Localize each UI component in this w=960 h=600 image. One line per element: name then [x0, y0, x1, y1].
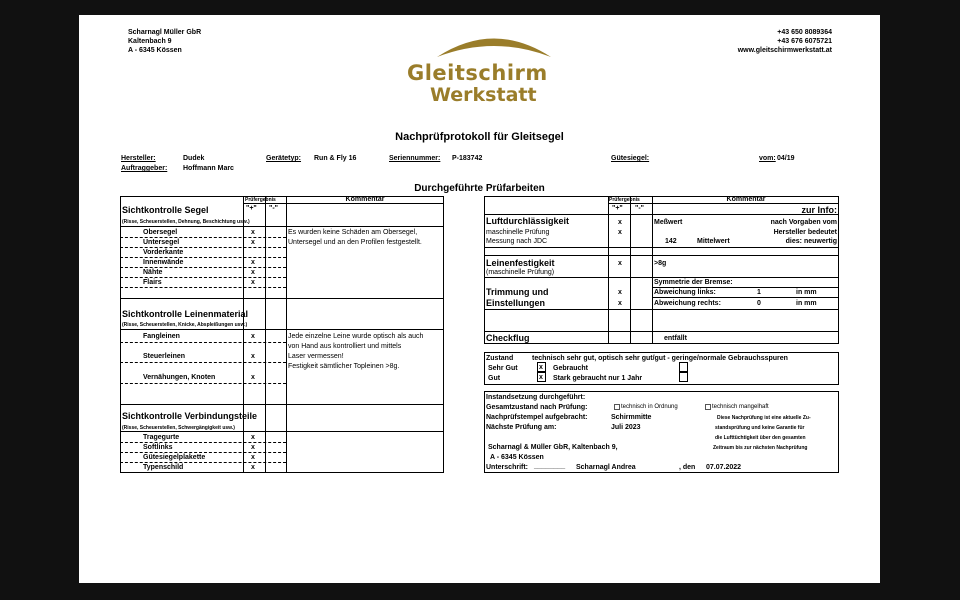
luft-title: Luftdurchlässigkeit: [486, 216, 570, 226]
section-title: Durchgeführte Prüfarbeiten: [414, 183, 545, 194]
symmetrie-label: Symmetrie der Bremse:: [654, 279, 733, 286]
trimm-title-1: Trimmung und: [486, 287, 549, 297]
left-pruefergebnis-label: Prüfergebnis: [245, 197, 276, 203]
mark-softlinks: x: [251, 444, 255, 451]
city-line: A - 6345 Kössen: [490, 454, 544, 461]
checkflug-value: entfällt: [664, 335, 687, 342]
row-naehte: Nähte: [143, 269, 163, 276]
geraetetyp-value: Run & Fly 16: [314, 155, 357, 162]
row-vernaehungen: Vernähungen, Knoten: [143, 374, 216, 381]
info-line-3: dies: neuwertig: [785, 238, 837, 245]
gut-label: Gut: [488, 375, 501, 382]
gesamtzustand-label: Gesamtzustand nach Prüfung:: [486, 404, 588, 411]
document-title: Nachprüfprotokoll für Gleitsegel: [395, 131, 564, 143]
note-line-4: Zeitraum bis zur nächsten Nachprüfung: [713, 445, 808, 451]
left-minus-header: "-": [269, 205, 278, 212]
mark-untersegel: x: [251, 239, 255, 246]
row-obersegel: Obersegel: [143, 229, 178, 236]
hersteller-value: Dudek: [183, 155, 205, 162]
stark-gebraucht-label: Stark gebraucht nur 1 Jahr: [553, 375, 643, 382]
company-city: A - 6345 Kössen: [128, 47, 182, 54]
abw-rechts-value: 0: [757, 300, 761, 307]
trimm-mark-2: x: [618, 300, 622, 307]
company-street: Kaltenbach 9: [128, 38, 172, 45]
luft-mark-2: x: [618, 229, 622, 236]
messwert-value: 142: [665, 238, 677, 245]
note-line-3: die Lufttüchtigkeit über den gesamten: [715, 435, 806, 441]
stark-gebraucht-checkbox[interactable]: [679, 372, 688, 382]
zur-info-label: zur Info:: [801, 205, 837, 215]
logo-line-2: Werkstatt: [430, 84, 537, 106]
row-guetesiegelplakette: Gütesiegelplakette: [143, 454, 206, 461]
abw-rechts-label: Abweichung rechts:: [654, 300, 721, 307]
festigkeit-value: >8g: [654, 260, 667, 267]
company-line: Scharnagl & Müller GbR, Kaltenbach 9,: [488, 444, 618, 451]
sehr-gut-label: Sehr Gut: [488, 365, 518, 372]
mangelhaft-checkbox[interactable]: [705, 404, 711, 410]
leinen-comment-3: Laser vermessen!: [288, 353, 344, 360]
trimm-mark-1: x: [618, 289, 622, 296]
geraetetyp-label: Gerätetyp:: [266, 155, 302, 162]
festigkeit-sub: (maschinelle Prüfung): [486, 269, 555, 276]
info-line-1: nach Vorgaben vom: [770, 219, 837, 226]
leinen-comment-2: von Hand aus kontrolliert und mittels: [288, 343, 402, 350]
unterschrift-name: Scharnagl Andrea: [576, 464, 636, 471]
row-flairs: Flairs: [143, 279, 162, 286]
logo-line-1: Gleitschirm: [407, 61, 548, 85]
row-tragegurte: Tragegurte: [143, 434, 180, 441]
gut-mark: x: [539, 374, 543, 381]
naechste-value: Juli 2023: [611, 424, 641, 431]
row-innenwaende: Innenwände: [143, 259, 184, 266]
website: www.gleitschirmwerkstatt.at: [737, 47, 832, 54]
segel-title: Sichtkontrolle Segel: [122, 205, 209, 215]
info-line-2: Hersteller bedeutet: [773, 229, 837, 236]
trimm-title-2: Einstellungen: [486, 298, 546, 308]
row-steuerleinen: Steuerleinen: [143, 353, 186, 360]
auftraggeber-label: Auftraggeber:: [121, 165, 168, 172]
mark-obersegel: x: [251, 229, 255, 236]
den-value: 07.07.2022: [706, 464, 742, 471]
leinen-comment-4: Festigkeit sämtlicher Topleinen >8g.: [288, 363, 400, 370]
in-ordnung-label: technisch in Ordnung: [621, 404, 678, 410]
right-pruefergebnis-label: Prüfergebnis: [609, 197, 640, 203]
luft-mark-1: x: [618, 219, 622, 226]
row-typenschild: Typenschild: [143, 464, 184, 471]
mangelhaft-label: technisch mangelhaft: [712, 404, 769, 410]
hersteller-label: Hersteller:: [121, 155, 156, 162]
mark-innenwaende: x: [251, 259, 255, 266]
mark-tragegurte: x: [251, 434, 255, 441]
zustand-label: Zustand: [486, 355, 514, 362]
instand-title: Instandsetzung durchgeführt:: [486, 394, 586, 401]
mark-fangleinen: x: [251, 333, 255, 340]
abw-rechts-unit: in mm: [796, 300, 817, 307]
mark-steuerleinen: x: [251, 353, 255, 360]
mark-flairs: x: [251, 279, 255, 286]
mark-typenschild: x: [251, 464, 255, 471]
verbindung-subtitle: (Risse, Scheuerstellen, Schwergängigkeit usw.): [122, 425, 235, 431]
left-kommentar-header: Kommentar: [345, 196, 385, 203]
den-label: , den: [679, 464, 696, 471]
sehr-gut-mark: x: [539, 364, 543, 371]
zustand-description: technisch sehr gut, optisch sehr gut/gut - geringe/normale Gebrauchsspuren: [532, 355, 788, 362]
gebraucht-checkbox[interactable]: [679, 362, 688, 372]
gebraucht-label: Gebraucht: [553, 365, 589, 372]
company-name: Scharnagl Müller GbR: [128, 29, 202, 36]
festigkeit-title: Leinenfestigkeit: [486, 258, 555, 268]
mark-vernaehungen: x: [251, 374, 255, 381]
guetesiegel-label: Gütesiegel:: [611, 155, 650, 162]
unterschrift-blank: ________: [534, 463, 566, 470]
right-minus-header: "-": [635, 205, 644, 212]
left-plus-header: "+": [246, 205, 257, 212]
note-line-1: Diese Nachprüfung ist eine aktuelle Zu-: [717, 415, 811, 421]
vom-label: vom:: [759, 155, 776, 162]
mittelwert-label: Mittelwert: [697, 238, 730, 245]
row-untersegel: Untersegel: [143, 239, 180, 246]
luft-sub-2: Messung nach JDC: [486, 238, 548, 245]
row-vorderkante: Vorderkante: [143, 249, 184, 256]
leinen-title: Sichtkontrolle Leinenmaterial: [122, 309, 249, 319]
unterschrift-label: Unterschrift:: [486, 464, 529, 471]
vom-value: 04/19: [777, 155, 795, 162]
mark-guetesiegelplakette: x: [251, 454, 255, 461]
luft-sub-1: maschinelle Prüfung: [486, 229, 550, 236]
comment-obersegel: Es wurden keine Schäden am Obersegel,: [288, 229, 418, 236]
stempel-value: Schirmmitte: [611, 414, 652, 421]
protocol-page: [79, 15, 880, 583]
abw-links-label: Abweichung links:: [654, 289, 716, 296]
seriennummer-value: P-183742: [452, 155, 483, 162]
note-line-2: standsprüfung und keine Garantie für: [715, 425, 805, 431]
phone-1: +43 650 8089364: [777, 29, 832, 36]
messwert-label: Meßwert: [654, 219, 683, 226]
verbindung-title: Sichtkontrolle Verbindungsteile: [122, 411, 258, 421]
logo-arc-icon: [434, 30, 554, 60]
segel-subtitle: (Risse, Scheuerstellen, Dehnung, Beschichtung usw.): [122, 219, 250, 225]
phone-2: +43 676 6075721: [777, 38, 832, 45]
right-kommentar-header: Kommentar: [726, 196, 766, 203]
abw-links-unit: in mm: [796, 289, 817, 296]
row-fangleinen: Fangleinen: [143, 333, 180, 340]
seriennummer-label: Seriennummer:: [389, 155, 441, 162]
in-ordnung-checkbox[interactable]: [614, 404, 620, 410]
row-softlinks: Softlinks: [143, 444, 173, 451]
leinen-comment-1: Jede einzelne Leine wurde optisch als auch: [288, 333, 424, 340]
stempel-label: Nachprüfstempel aufgebracht:: [486, 414, 588, 421]
leinen-subtitle: (Risse, Scheuerstellen, Knicke, Abspleißungen usw.): [122, 322, 248, 328]
comment-untersegel: Untersegel und an den Profilen festgestellt.: [288, 239, 422, 246]
abw-links-value: 1: [757, 289, 761, 296]
festigkeit-mark: x: [618, 260, 622, 267]
checkflug-label: Checkflug: [486, 333, 530, 343]
auftraggeber-value: Hoffmann Marc: [183, 165, 234, 172]
right-plus-header: "+": [612, 205, 623, 212]
mark-naehte: x: [251, 269, 255, 276]
naechste-label: Nächste Prüfung am:: [486, 424, 557, 431]
